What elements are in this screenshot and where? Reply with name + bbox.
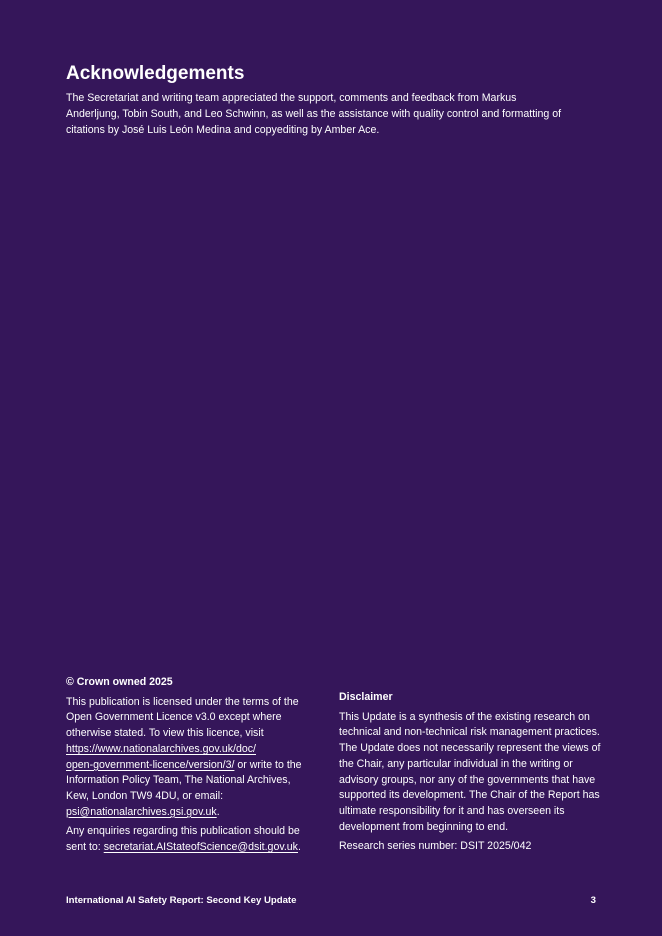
copyright-heading: © Crown owned 2025: [66, 676, 173, 688]
licence-text-1: This publication is licensed under the terms of the Open Government Licence v3.0 except where otherwise stated. To view this licence, visit: [66, 695, 299, 740]
licence-period: .: [216, 805, 220, 818]
page-number: 3: [590, 895, 596, 906]
psi-email-link[interactable]: psi@nationalarchives.gsi.gov.uk: [66, 805, 217, 818]
acknowledgements-section: [66, 62, 566, 138]
disclaimer-body: This Update is a synthesis of the existing research on technical and non-technical risk management practices. The Update does not necessarily represent the views of the Chair, any particular individual in the writing or advisory groups, nor any of the governments that have supported its development. The Chair of the Report has ultimate responsibility for it and has overseen its development from beginning to end.: [339, 710, 601, 833]
research-series-number: Research series number: DSIT 2025/042: [339, 840, 532, 853]
disclaimer-section: [339, 690, 601, 855]
licence-link[interactable]: [66, 743, 256, 771]
enquiries-paragraph: [66, 824, 311, 855]
enquiries-text: Any enquiries regarding this publication should be sent to:: [66, 825, 300, 854]
licence-text-2: or write to the Information Policy Team, The National Archives, Kew, London TW9 4DU, or email:: [66, 758, 302, 802]
licence-paragraph: [66, 695, 311, 821]
enquiries-period: .: [297, 841, 301, 854]
acknowledgements-title: Acknowledgements: [66, 63, 245, 84]
secretariat-email-link[interactable]: secretariat.AIStateofScience@dsit.gov.uk: [103, 841, 298, 854]
acknowledgements-body: The Secretariat and writing team appreciated the support, comments and feedback from Markus Anderljung, Tobin South, and Leo Schwinn, as well as the assistance with quality control and formatting of citations by José Luis León Medina and copyediting by Amber Ace.: [66, 92, 562, 136]
disclaimer-heading: Disclaimer: [339, 691, 393, 703]
licence-url-part1[interactable]: https://www.nationalarchives.gov.uk/doc/: [66, 742, 256, 755]
licence-url-part2[interactable]: open-government-licence/version/3/: [66, 758, 235, 771]
copyright-section: [66, 675, 311, 856]
footer-title: International AI Safety Report: Second Key Update: [66, 895, 297, 906]
